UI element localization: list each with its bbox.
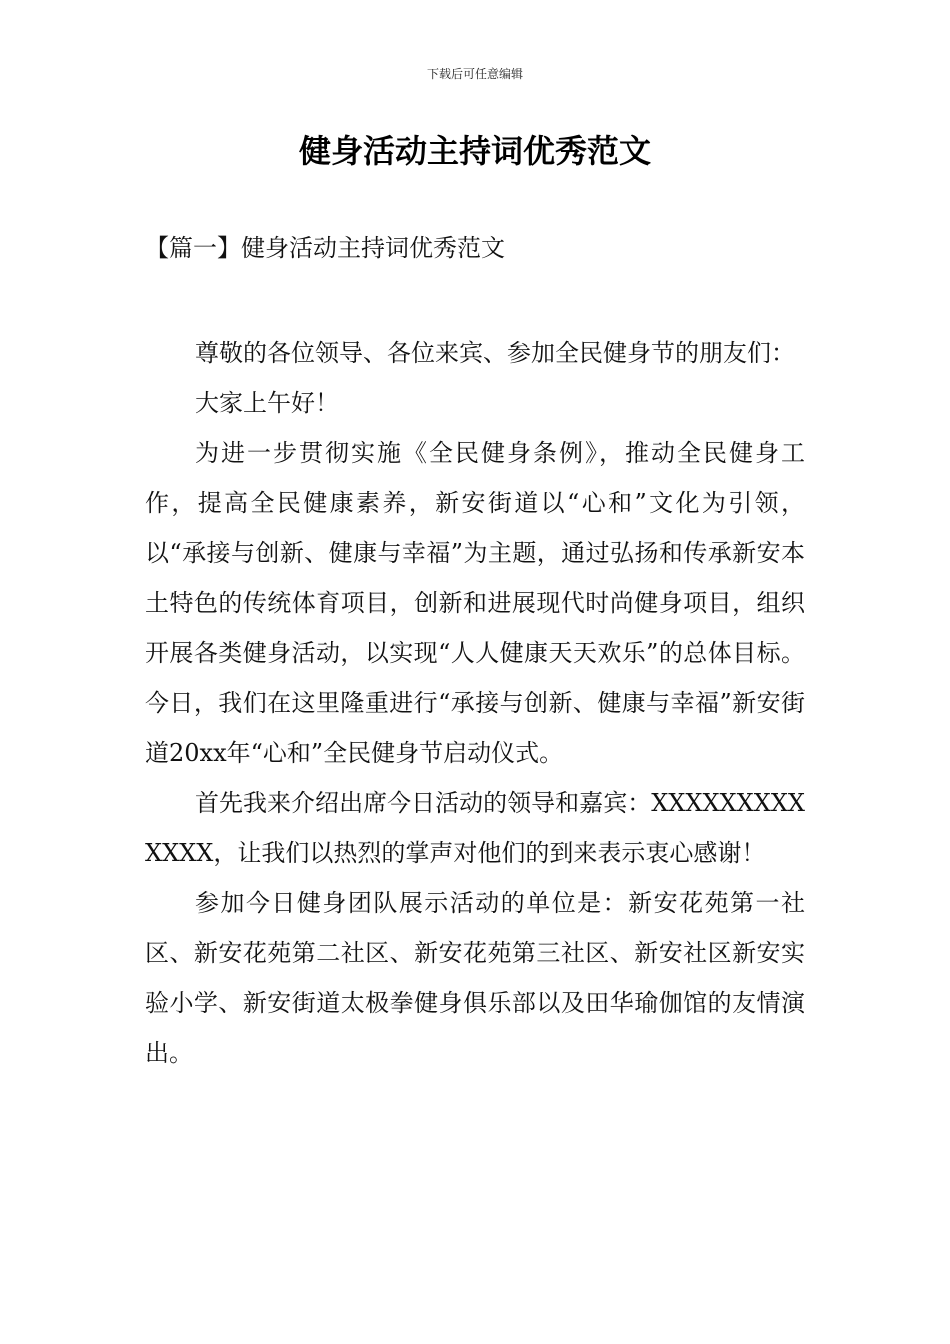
paragraph-greeting: 尊敬的各位领导、各位来宾、参加全民健身节的朋友们： <box>195 339 795 367</box>
section-heading: 【篇一】健身活动主持词优秀范文 <box>145 234 505 262</box>
paragraph-guests: 首先我来介绍出席今日活动的领导和嘉宾：XXXXXXXXXXXXX，让我们以热烈的掌声对他们的到来表示衷心感谢！ <box>145 789 805 867</box>
header-note: 下载后可任意编辑 <box>426 67 523 81</box>
paragraph-salutation: 大家上午好！ <box>195 389 339 417</box>
paragraph-participants: 参加今日健身团队展示活动的单位是：新安花苑第一社区、新安花苑第二社区、新安花苑第三社区、新安社区新安实验小学、新安街道太极拳健身俱乐部以及田华瑜伽馆的友情演出。 <box>145 889 805 1067</box>
document-title: 健身活动主持词优秀范文 <box>298 132 651 170</box>
document-body <box>145 328 805 1078</box>
paragraph-introduction: 为进一步贯彻实施《全民健身条例》，推动全民健身工作，提高全民健康素养，新安街道以“心和”文化为引领，以“承接与创新、健康与幸福”为主题，通过弘扬和传承新安本土特色的传统体育项目，创新和进展现代时尚健身项目，组织开展各类健身活动，以实现“人人健康天天欢乐”的总体目标。今日，我们在这里隆重进行“承接与创新、健康与幸福”新安街道20xx年“心和”全民健身节启动仪式。 <box>145 439 805 767</box>
